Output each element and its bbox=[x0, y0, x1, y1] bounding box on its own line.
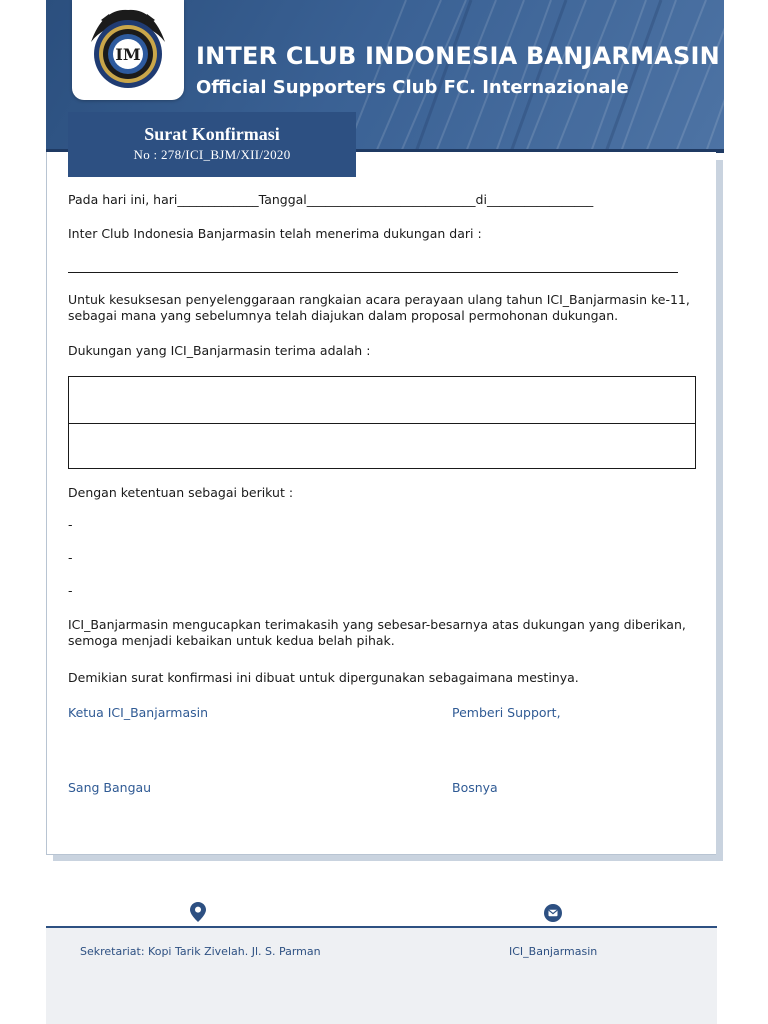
donor-blank-line bbox=[68, 272, 678, 273]
footer-address: Sekretariat: Kopi Tarik Zivelah. Jl. S. Parman bbox=[80, 945, 321, 958]
letter-title-box bbox=[68, 112, 356, 177]
purpose-paragraph: Untuk kesuksesan penyelenggaraan rangkaian acara perayaan ulang tahun ICI_Banjarmasin ke-11, sebagai mana yang sebelumnya telah diajukan dalam proposal permohonan dukungan. bbox=[68, 292, 690, 323]
letter-card bbox=[46, 152, 716, 855]
term-item: - bbox=[68, 517, 73, 532]
support-table bbox=[68, 376, 696, 469]
support-row[interactable] bbox=[69, 377, 695, 423]
term-item: - bbox=[68, 583, 73, 598]
right-signature-name: Bosnya bbox=[452, 780, 498, 795]
location-pin-icon bbox=[190, 902, 206, 922]
support-row[interactable] bbox=[69, 423, 695, 469]
received-line: Inter Club Indonesia Banjarmasin telah menerima dukungan dari : bbox=[68, 226, 482, 241]
date-line: Pada hari ini, hari_____________Tanggal___________________________di_________________ bbox=[68, 192, 594, 207]
inter-milan-crest-icon bbox=[83, 4, 173, 94]
terms-intro: Dengan ketentuan sebagai berikut : bbox=[68, 485, 294, 500]
svg-text:IM: IM bbox=[115, 45, 141, 64]
club-name: INTER CLUB INDONESIA BANJARMASIN bbox=[196, 42, 720, 70]
closing-paragraph: Demikian surat konfirmasi ini dibuat untuk dipergunakan sebagaimana mestinya. bbox=[68, 670, 579, 685]
logo bbox=[72, 0, 184, 100]
footer-contact: ICI_Banjarmasin bbox=[509, 945, 598, 958]
mail-icon bbox=[544, 904, 562, 922]
term-item: - bbox=[68, 550, 73, 565]
right-signature-role: Pemberi Support, bbox=[452, 705, 561, 720]
letter-title: Surat Konfirmasi bbox=[144, 124, 280, 144]
letter-number: No : 278/ICI_BJM/XII/2020 bbox=[133, 147, 291, 162]
left-signature-name: Sang Bangau bbox=[68, 780, 152, 795]
footer bbox=[46, 928, 717, 1024]
club-subtitle: Official Supporters Club FC. Internazionale bbox=[196, 77, 629, 98]
thanks-paragraph: ICI_Banjarmasin mengucapkan terimakasih yang sebesar-besarnya atas dukungan yang diberikan, semoga menjadi kebaikan untuk kedua belah pihak. bbox=[68, 617, 686, 648]
support-intro: Dukungan yang ICI_Banjarmasin terima adalah : bbox=[68, 343, 371, 358]
left-signature-role: Ketua ICI_Banjarmasin bbox=[68, 705, 209, 720]
